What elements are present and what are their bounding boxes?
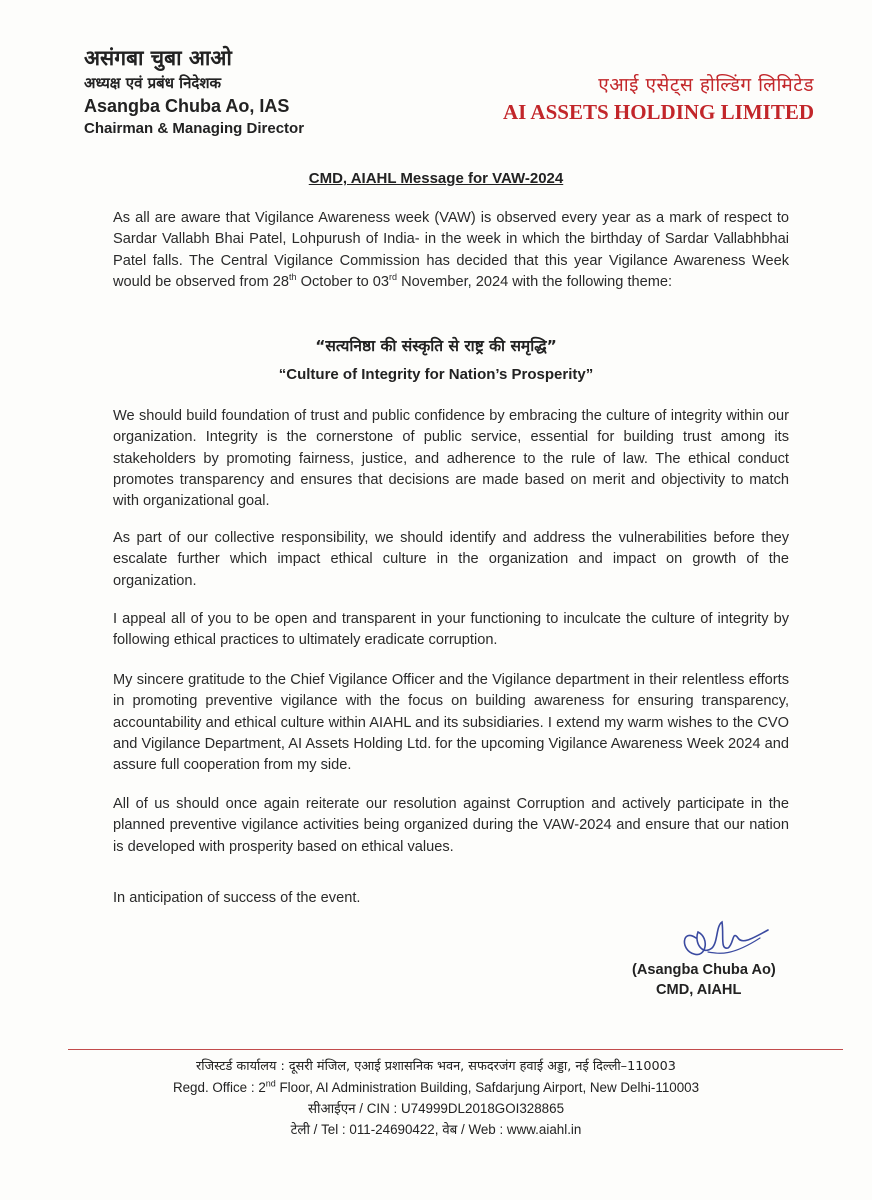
paragraph-resolution: All of us should once again reiterate our resolution against Corruption and actively participate in the planned preventive vigilance activities being organized during the VAW-2024 and ensure that our nation is developed with prosperity based on ethical values. <box>113 796 789 855</box>
footer-office-label: Regd. Office : <box>172 1080 255 1095</box>
chairman-name: Asangba Chuba Ao, IAS <box>84 96 290 116</box>
footer-office-address <box>0 1077 872 1098</box>
chairman-name-hindi: असंगबा चुबा आओ <box>84 46 232 70</box>
intro-text-1: As all are aware that Vigilance Awareness week (VAW) is observed every year as a mark of respect to Sardar Vallabh Bhai Patel, Lohpurush of India- in the week in which the birthday of Sardar Vallabhbhai Patel falls. The Central Vigilance Commission has decided that this year Vigilance Awareness Week would be observed from 28 <box>113 210 789 290</box>
company-name-hindi: एआई एसेट्स होल्डिंग लिमिटेड <box>598 74 814 96</box>
footer-office-rest: Floor, AI Administration Building, Safdarjung Airport, New Delhi-110003 <box>275 1080 700 1095</box>
footer-office-sup: nd <box>265 1078 276 1089</box>
theme-hindi: “सत्यनिष्ठा की संस्कृति से राष्ट्र की समृद्धि” <box>315 337 557 355</box>
letterhead-signatory-block <box>84 44 384 140</box>
footer-cin: सीआईएन / CIN : U74999DL2018GOI328865 <box>307 1101 565 1116</box>
theme-english: “Culture of Integrity for Nation’s Prosperity” <box>278 366 594 383</box>
chairman-title-hindi: अध्यक्ष एवं प्रबंध निदेशक <box>84 74 222 92</box>
intro-text-3: November, 2024 with the following theme: <box>397 273 673 290</box>
footer-office-floor: 2 <box>258 1080 266 1095</box>
chairman-title: Chairman & Managing Director <box>84 120 305 137</box>
footer-address-hindi: रजिस्टर्ड कार्यालय : दूसरी मंजिल, एआई प्रशासनिक भवन, सफदरजंग हवाई अड्डा, नई दिल्ली–110003 <box>196 1059 676 1074</box>
paragraph-gratitude: My sincere gratitude to the Chief Vigilance Officer and the Vigilance department in their relentless efforts in promoting preventive vigilance with the focus on building awareness for ensuring transparency, accountability and ethical culture within AIAHL and its subsidiaries. I extend my warm wishes to the CVO and Vigilance Department, AI Assets Holding Ltd. for the upcoming Vigilance Awareness Week 2024 and assure full cooperation from my side. <box>113 672 789 774</box>
footer-address-block <box>0 1056 872 1140</box>
intro-paragraph <box>113 208 789 293</box>
paragraph-integrity: We should build foundation of trust and public confidence by embracing the culture of integrity within our organization. Integrity is the cornerstone of public service, essential for building trust among its stakeholders by promoting fairness, justice, and adherence to the rule of law. The ethical conduct promotes transparency and ensures that decisions are made based on merit and objectivity to match with organizational goal. <box>113 408 789 510</box>
paragraph-closing: In anticipation of success of the event. <box>113 890 361 906</box>
intro-sup-2: rd <box>389 272 398 283</box>
intro-text-2: October to 03 <box>296 273 390 290</box>
signatory-title: CMD, AIAHL <box>656 982 742 998</box>
signatory-name: (Asangba Chuba Ao) <box>632 962 776 978</box>
company-letterhead <box>503 72 814 126</box>
paragraph-appeal: I appeal all of you to be open and transparent in your functioning to inculcate the culture of integrity by following ethical practices to ultimately eradicate corruption. <box>113 611 789 649</box>
message-heading: CMD, AIAHL Message for VAW-2024 <box>308 170 564 187</box>
company-name: AI ASSETS HOLDING LIMITED <box>502 100 814 124</box>
handwritten-signature <box>672 908 772 968</box>
footer-divider <box>68 1049 843 1050</box>
paragraph-responsibility: As part of our collective responsibility, we should identify and address the vulnerabilities before they escalate further which impact ethical culture in the organization and impact on growth of the organization. <box>113 530 789 589</box>
intro-sup-1: th <box>289 272 297 283</box>
footer-contact: टेली / Tel : 011-24690422, वेब / Web : www.aiahl.in <box>290 1122 582 1137</box>
